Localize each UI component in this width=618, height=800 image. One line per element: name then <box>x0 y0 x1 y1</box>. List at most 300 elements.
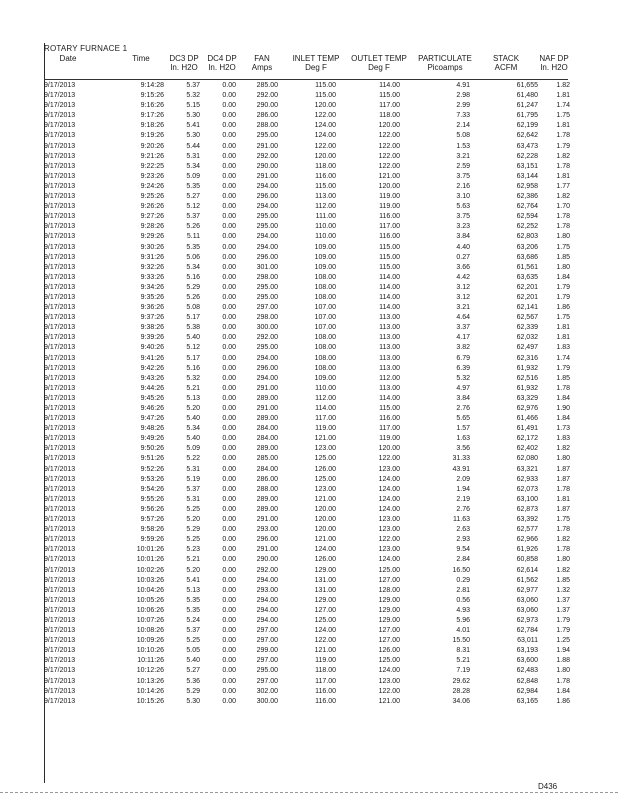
cell-inlet-temp: 127.00 <box>314 606 336 614</box>
cell-date: 9/17/2013 <box>44 182 76 190</box>
cell-stack-acfm: 62,784 <box>516 627 538 635</box>
cell-date: 9/17/2013 <box>44 465 76 473</box>
cell-naf-dp: 1.84 <box>556 687 570 695</box>
cell-dc4-dp: 0.00 <box>222 142 236 150</box>
cell-dc3-dp: 5.27 <box>186 667 200 675</box>
table-row <box>44 182 569 192</box>
cell-time: 9:45:26 <box>140 394 164 402</box>
cell-dc3-dp: 5.36 <box>186 677 200 685</box>
cell-dc4-dp: 0.00 <box>222 627 236 635</box>
col-header-unit: Amps <box>251 63 273 72</box>
cell-outlet-temp: 120.00 <box>378 182 400 190</box>
table-row <box>44 364 569 374</box>
cell-dc4-dp: 0.00 <box>222 697 236 705</box>
cell-dc3-dp: 5.20 <box>186 566 200 574</box>
cell-time: 9:58:26 <box>140 526 164 534</box>
cell-date: 9/17/2013 <box>44 394 76 402</box>
cell-naf-dp: 1.84 <box>556 415 570 423</box>
cell-dc4-dp: 0.00 <box>222 314 236 322</box>
col-header-unit: ACFM <box>494 63 518 72</box>
cell-inlet-temp: 124.00 <box>314 627 336 635</box>
col-header-unit: Deg F <box>368 63 390 72</box>
cell-dc3-dp: 5.29 <box>186 687 200 695</box>
cell-inlet-temp: 125.00 <box>314 616 336 624</box>
cell-time: 9:41:26 <box>140 354 164 362</box>
col-header-date <box>48 54 88 63</box>
cell-naf-dp: 1.78 <box>556 223 570 231</box>
cell-dc4-dp: 0.00 <box>222 495 236 503</box>
cell-dc3-dp: 5.19 <box>186 475 200 483</box>
cell-fan-amps: 294.00 <box>256 616 278 624</box>
cell-particulate: 3.84 <box>456 233 470 241</box>
cell-stack-acfm: 63,100 <box>516 495 538 503</box>
cell-inlet-temp: 120.00 <box>314 505 336 513</box>
table-row <box>44 515 569 525</box>
cell-outlet-temp: 122.00 <box>378 132 400 140</box>
cell-fan-amps: 293.00 <box>256 526 278 534</box>
col-header-label: OUTLET TEMP <box>351 54 407 63</box>
cell-naf-dp: 1.80 <box>556 263 570 271</box>
cell-dc4-dp: 0.00 <box>222 223 236 231</box>
cell-time: 9:25:26 <box>140 193 164 201</box>
cell-date: 9/17/2013 <box>44 344 76 352</box>
cell-date: 9/17/2013 <box>44 415 76 423</box>
cell-dc4-dp: 0.00 <box>222 455 236 463</box>
cell-stack-acfm: 63,600 <box>516 657 538 665</box>
cell-date: 9/17/2013 <box>44 152 76 160</box>
cell-dc4-dp: 0.00 <box>222 394 236 402</box>
cell-time: 10:03:26 <box>136 576 164 584</box>
cell-date: 9/17/2013 <box>44 627 76 635</box>
cell-naf-dp: 1.90 <box>556 405 570 412</box>
cell-inlet-temp: 118.00 <box>315 162 336 170</box>
cell-dc4-dp: 0.00 <box>222 102 236 110</box>
cell-outlet-temp: 125.00 <box>378 566 400 574</box>
table-row <box>44 434 569 444</box>
cell-stack-acfm: 62,976 <box>516 405 538 412</box>
cell-stack-acfm: 62,614 <box>516 566 538 574</box>
cell-fan-amps: 285.00 <box>256 455 278 463</box>
cell-outlet-temp: 125.00 <box>378 657 400 665</box>
cell-outlet-temp: 115.00 <box>379 253 400 261</box>
col-header-outlet-temp <box>346 54 412 72</box>
table-row <box>44 333 569 343</box>
cell-fan-amps: 294.00 <box>256 203 278 211</box>
cell-dc4-dp: 0.00 <box>222 647 236 655</box>
cell-time: 9:33:26 <box>140 273 164 281</box>
cell-date: 9/17/2013 <box>44 324 76 332</box>
cell-dc3-dp: 5.34 <box>186 263 200 271</box>
cell-inlet-temp: 108.00 <box>314 344 336 352</box>
cell-dc4-dp: 0.00 <box>222 505 236 513</box>
cell-time: 9:31:26 <box>140 253 164 261</box>
cell-fan-amps: 285.00 <box>256 82 278 89</box>
cell-dc3-dp: 5.22 <box>186 455 200 463</box>
col-header-particulate <box>410 54 480 72</box>
cell-outlet-temp: 123.00 <box>378 526 400 534</box>
table-row <box>44 222 569 232</box>
cell-dc3-dp: 5.38 <box>186 324 200 332</box>
cell-dc4-dp: 0.00 <box>222 203 236 211</box>
table-row <box>44 545 569 555</box>
cell-naf-dp: 1.81 <box>556 334 570 342</box>
cell-stack-acfm: 63,686 <box>516 253 538 261</box>
cell-fan-amps: 294.00 <box>256 596 278 604</box>
cell-inlet-temp: 112.00 <box>315 394 336 402</box>
cell-time: 10:06:26 <box>136 606 164 614</box>
cell-particulate: 7.33 <box>456 112 470 120</box>
cell-date: 9/17/2013 <box>44 576 76 584</box>
cell-particulate: 5.21 <box>456 657 470 665</box>
cell-naf-dp: 1.81 <box>556 324 570 332</box>
cell-naf-dp: 1.78 <box>556 162 570 170</box>
cell-time: 9:40:26 <box>140 344 164 352</box>
cell-date: 9/17/2013 <box>44 364 76 372</box>
cell-dc3-dp: 5.31 <box>186 152 200 160</box>
cell-time: 9:55:26 <box>140 495 164 503</box>
cell-dc4-dp: 0.00 <box>222 354 236 362</box>
cell-fan-amps: 297.00 <box>256 304 278 312</box>
cell-outlet-temp: 120.00 <box>378 445 400 453</box>
cell-particulate: 3.84 <box>456 394 470 402</box>
cell-outlet-temp: 122.00 <box>378 162 400 170</box>
cell-inlet-temp: 124.00 <box>314 132 336 140</box>
cell-dc4-dp: 0.00 <box>222 576 236 584</box>
cell-particulate: 2.98 <box>456 92 470 100</box>
cell-naf-dp: 1.79 <box>556 627 570 635</box>
cell-dc3-dp: 5.25 <box>186 536 200 544</box>
cell-particulate: 2.59 <box>456 162 470 170</box>
cell-stack-acfm: 63,321 <box>516 465 538 473</box>
cell-fan-amps: 289.00 <box>256 415 278 423</box>
cell-time: 9:18:26 <box>140 122 164 130</box>
cell-dc3-dp: 5.37 <box>186 82 200 89</box>
cell-dc3-dp: 5.26 <box>186 293 200 301</box>
cell-time: 9:20:26 <box>140 142 164 150</box>
cell-stack-acfm: 61,247 <box>516 102 538 110</box>
cell-fan-amps: 289.00 <box>256 394 278 402</box>
cell-outlet-temp: 122.00 <box>378 142 400 150</box>
cell-particulate: 2.99 <box>456 102 470 110</box>
cell-stack-acfm: 62,977 <box>516 586 538 594</box>
cell-particulate: 1.94 <box>456 485 470 493</box>
cell-date: 9/17/2013 <box>44 616 76 624</box>
cell-inlet-temp: 108.00 <box>314 293 336 301</box>
cell-fan-amps: 292.00 <box>256 92 278 100</box>
cell-fan-amps: 291.00 <box>256 516 278 524</box>
cell-dc4-dp: 0.00 <box>222 182 236 190</box>
cell-particulate: 2.84 <box>456 556 470 564</box>
cell-stack-acfm: 62,172 <box>516 435 538 443</box>
cell-particulate: 11.63 <box>453 516 470 524</box>
cell-dc4-dp: 0.00 <box>222 425 236 433</box>
cell-dc3-dp: 5.41 <box>186 576 200 584</box>
col-header-label: DC3 DP <box>169 54 199 63</box>
cell-fan-amps: 289.00 <box>256 445 278 453</box>
cell-fan-amps: 290.00 <box>256 162 278 170</box>
cell-dc4-dp: 0.00 <box>222 304 236 312</box>
cell-stack-acfm: 63,206 <box>516 243 538 251</box>
cell-dc3-dp: 5.37 <box>186 213 200 221</box>
cell-fan-amps: 294.00 <box>256 606 278 614</box>
cell-time: 9:16:26 <box>140 102 164 110</box>
cell-dc4-dp: 0.00 <box>222 556 236 564</box>
cell-dc3-dp: 5.32 <box>186 92 200 100</box>
cell-particulate: 2.93 <box>456 536 470 544</box>
cell-outlet-temp: 116.00 <box>379 415 400 423</box>
cell-fan-amps: 290.00 <box>256 102 278 110</box>
cell-outlet-temp: 115.00 <box>379 92 400 100</box>
cell-naf-dp: 1.32 <box>556 586 570 594</box>
cell-particulate: 6.79 <box>456 354 470 362</box>
cell-date: 9/17/2013 <box>44 495 76 503</box>
col-header-fan-amps <box>244 54 280 72</box>
cell-outlet-temp: 122.00 <box>378 536 400 544</box>
cell-dc4-dp: 0.00 <box>222 122 236 130</box>
cell-dc4-dp: 0.00 <box>222 243 236 251</box>
cell-particulate: 3.21 <box>456 304 470 312</box>
col-header-unit: In. H2O <box>540 63 568 72</box>
cell-inlet-temp: 107.00 <box>314 304 336 312</box>
cell-dc3-dp: 5.35 <box>186 596 200 604</box>
cell-fan-amps: 296.00 <box>256 193 278 201</box>
cell-time: 9:47:26 <box>140 415 164 423</box>
cell-time: 9:27:26 <box>140 213 164 221</box>
cell-inlet-temp: 120.00 <box>314 516 336 524</box>
cell-naf-dp: 1.82 <box>556 445 570 453</box>
cell-stack-acfm: 61,561 <box>516 263 538 271</box>
cell-stack-acfm: 63,329 <box>516 394 538 402</box>
col-header-stack-acfm <box>484 54 528 72</box>
cell-dc3-dp: 5.40 <box>186 435 200 443</box>
cell-dc4-dp: 0.00 <box>222 92 236 100</box>
cell-inlet-temp: 123.00 <box>314 485 336 493</box>
cell-dc3-dp: 5.37 <box>186 485 200 493</box>
table-row <box>44 202 569 212</box>
cell-outlet-temp: 126.00 <box>378 647 400 655</box>
table-row <box>44 555 569 565</box>
cell-dc3-dp: 5.17 <box>186 354 200 362</box>
cell-naf-dp: 1.78 <box>556 384 570 392</box>
cell-dc3-dp: 5.40 <box>186 657 200 665</box>
cell-time: 9:56:26 <box>140 505 164 513</box>
cell-dc3-dp: 5.35 <box>186 182 200 190</box>
cell-stack-acfm: 62,594 <box>516 213 538 221</box>
cell-particulate: 15.50 <box>452 637 470 645</box>
cell-time: 10:04:26 <box>136 586 164 594</box>
cell-fan-amps: 294.00 <box>256 374 278 382</box>
cell-stack-acfm: 62,339 <box>516 324 538 332</box>
cell-naf-dp: 1.77 <box>556 182 570 190</box>
cell-inlet-temp: 126.00 <box>314 556 336 564</box>
table-row <box>44 131 569 141</box>
cell-inlet-temp: 108.00 <box>314 364 336 372</box>
cell-fan-amps: 295.00 <box>256 344 278 352</box>
cell-fan-amps: 292.00 <box>256 152 278 160</box>
cell-naf-dp: 1.81 <box>556 122 570 130</box>
cell-inlet-temp: 131.00 <box>314 586 336 594</box>
cell-dc3-dp: 5.30 <box>186 697 200 705</box>
cell-naf-dp: 1.87 <box>556 465 570 473</box>
table-row <box>44 232 569 242</box>
cell-stack-acfm: 62,402 <box>516 445 538 453</box>
cell-dc3-dp: 5.30 <box>186 112 200 120</box>
cell-date: 9/17/2013 <box>44 505 76 513</box>
cell-dc3-dp: 5.20 <box>186 405 200 412</box>
cell-stack-acfm: 62,141 <box>516 304 538 312</box>
cell-date: 9/17/2013 <box>44 354 76 362</box>
col-header-label: Time <box>132 54 150 63</box>
cell-fan-amps: 292.00 <box>256 566 278 574</box>
cell-dc3-dp: 5.31 <box>186 465 200 473</box>
cell-stack-acfm: 61,480 <box>516 92 538 100</box>
table-row <box>44 394 569 404</box>
cell-fan-amps: 296.00 <box>256 536 278 544</box>
cell-particulate: 3.56 <box>456 445 470 453</box>
cell-stack-acfm: 62,642 <box>516 132 538 140</box>
cell-date: 9/17/2013 <box>44 374 76 382</box>
col-header-unit: In. H2O <box>208 63 236 72</box>
cell-inlet-temp: 108.00 <box>314 283 336 291</box>
table-row <box>44 101 569 111</box>
cell-time: 9:15:26 <box>140 92 164 100</box>
cell-dc4-dp: 0.00 <box>222 516 236 524</box>
cell-date: 9/17/2013 <box>44 243 76 251</box>
cell-fan-amps: 295.00 <box>256 293 278 301</box>
cell-date: 9/17/2013 <box>44 677 76 685</box>
table-row <box>44 404 569 414</box>
cell-fan-amps: 294.00 <box>256 182 278 190</box>
cell-dc3-dp: 5.41 <box>186 122 200 130</box>
cell-time: 10:11:26 <box>137 657 164 665</box>
cell-dc3-dp: 5.34 <box>186 425 200 433</box>
cell-naf-dp: 1.84 <box>556 394 570 402</box>
cell-date: 9/17/2013 <box>44 172 76 180</box>
cell-dc4-dp: 0.00 <box>222 485 236 493</box>
cell-inlet-temp: 119.00 <box>315 657 336 665</box>
col-header-naf-dp <box>534 54 574 72</box>
table-row <box>44 162 569 172</box>
cell-stack-acfm: 61,932 <box>516 364 538 372</box>
table-row <box>44 444 569 454</box>
cell-inlet-temp: 126.00 <box>314 465 336 473</box>
cell-dc3-dp: 5.13 <box>186 394 200 402</box>
cell-dc3-dp: 5.35 <box>186 243 200 251</box>
cell-dc4-dp: 0.00 <box>222 193 236 201</box>
cell-outlet-temp: 123.00 <box>378 465 400 473</box>
cell-naf-dp: 1.82 <box>556 152 570 160</box>
cell-outlet-temp: 123.00 <box>378 546 400 554</box>
cell-naf-dp: 1.85 <box>556 253 570 261</box>
cell-outlet-temp: 117.00 <box>379 102 400 110</box>
table-row <box>44 626 569 636</box>
cell-stack-acfm: 62,803 <box>516 233 538 241</box>
cell-dc3-dp: 5.34 <box>186 162 200 170</box>
col-header-dc4-dp <box>202 54 242 72</box>
cell-date: 9/17/2013 <box>44 697 76 705</box>
cell-inlet-temp: 109.00 <box>314 243 336 251</box>
col-header-label: PARTICULATE <box>418 54 472 63</box>
cell-particulate: 2.76 <box>456 405 470 412</box>
cell-particulate: 4.93 <box>456 606 470 614</box>
cell-date: 9/17/2013 <box>44 162 76 170</box>
cell-inlet-temp: 116.00 <box>315 697 336 705</box>
cell-date: 9/17/2013 <box>44 405 76 412</box>
cell-fan-amps: 289.00 <box>256 495 278 503</box>
cell-time: 9:42:26 <box>140 364 164 372</box>
cell-stack-acfm: 62,316 <box>516 354 538 362</box>
header-rule <box>44 79 568 80</box>
cell-outlet-temp: 127.00 <box>378 637 400 645</box>
cell-date: 9/17/2013 <box>44 455 76 463</box>
cell-stack-acfm: 61,655 <box>516 82 538 89</box>
cell-outlet-temp: 127.00 <box>378 627 400 635</box>
cell-date: 9/17/2013 <box>44 334 76 342</box>
cell-particulate: 4.97 <box>456 384 470 392</box>
cell-dc4-dp: 0.00 <box>222 283 236 291</box>
cell-naf-dp: 1.86 <box>556 304 570 312</box>
table-row <box>44 374 569 384</box>
cell-stack-acfm: 63,473 <box>516 142 538 150</box>
cell-outlet-temp: 113.00 <box>379 354 400 362</box>
cell-outlet-temp: 123.00 <box>378 516 400 524</box>
cell-dc4-dp: 0.00 <box>222 233 236 241</box>
table-row <box>44 677 569 687</box>
cell-inlet-temp: 110.00 <box>315 223 336 231</box>
cell-time: 9:51:26 <box>140 455 164 463</box>
cell-date: 9/17/2013 <box>44 425 76 433</box>
cell-inlet-temp: 107.00 <box>314 324 336 332</box>
cell-naf-dp: 1.83 <box>556 344 570 352</box>
table-row <box>44 91 569 101</box>
cell-naf-dp: 1.80 <box>556 455 570 463</box>
table-row <box>44 586 569 596</box>
cell-outlet-temp: 124.00 <box>378 505 400 513</box>
cell-outlet-temp: 113.00 <box>379 344 400 352</box>
cell-outlet-temp: 113.00 <box>379 364 400 372</box>
cell-time: 10:05:26 <box>136 596 164 604</box>
cell-dc4-dp: 0.00 <box>222 344 236 352</box>
cell-dc3-dp: 5.40 <box>186 415 200 423</box>
cell-date: 9/17/2013 <box>44 435 76 443</box>
cell-naf-dp: 1.84 <box>556 273 570 281</box>
cell-inlet-temp: 108.00 <box>314 273 336 281</box>
cell-fan-amps: 291.00 <box>256 546 278 554</box>
table-row <box>44 495 569 505</box>
col-header-label: FAN <box>254 54 270 63</box>
cell-stack-acfm: 63,060 <box>516 606 538 614</box>
cell-particulate: 2.76 <box>456 505 470 513</box>
cell-naf-dp: 1.78 <box>556 213 570 221</box>
cell-fan-amps: 293.00 <box>256 586 278 594</box>
cell-dc4-dp: 0.00 <box>222 435 236 443</box>
cell-time: 10:12:26 <box>136 667 164 675</box>
cell-stack-acfm: 62,966 <box>516 536 538 544</box>
cell-time: 9:35:26 <box>140 293 164 301</box>
cell-time: 9:53:26 <box>140 475 164 483</box>
cell-outlet-temp: 113.00 <box>379 314 400 322</box>
table-row <box>44 566 569 576</box>
cell-outlet-temp: 119.00 <box>379 203 400 211</box>
cell-outlet-temp: 119.00 <box>379 193 400 201</box>
table-row <box>44 596 569 606</box>
cell-dc3-dp: 5.37 <box>186 627 200 635</box>
cell-particulate: 3.66 <box>456 263 470 271</box>
cell-fan-amps: 286.00 <box>256 475 278 483</box>
cell-fan-amps: 294.00 <box>256 233 278 241</box>
cell-stack-acfm: 62,848 <box>516 677 538 685</box>
cell-particulate: 2.14 <box>456 122 470 130</box>
